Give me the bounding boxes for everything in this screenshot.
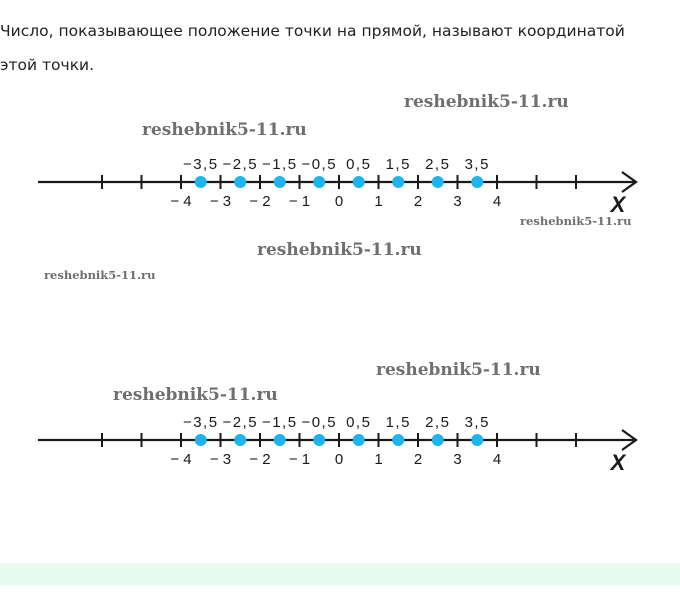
point-label: −0,5 bbox=[301, 414, 338, 431]
point-label: −1,5 bbox=[261, 414, 298, 431]
number-line-figure-1 bbox=[0, 90, 680, 230]
watermark: reshebnik5-11.ru bbox=[113, 385, 278, 405]
point-marker bbox=[234, 434, 246, 446]
point-label: 0,5 bbox=[346, 156, 372, 173]
point-marker bbox=[353, 176, 365, 188]
number-line-svg bbox=[0, 90, 680, 230]
point-marker bbox=[471, 176, 483, 188]
point-label: 1,5 bbox=[385, 156, 411, 173]
point-marker bbox=[313, 434, 325, 446]
watermark: reshebnik5-11.ru bbox=[520, 214, 632, 228]
point-marker bbox=[195, 176, 207, 188]
axis-letter: X bbox=[610, 192, 626, 217]
point-marker bbox=[471, 434, 483, 446]
point-label: −2,5 bbox=[222, 414, 259, 431]
point-label: 3,5 bbox=[464, 414, 490, 431]
point-label: 0,5 bbox=[346, 414, 372, 431]
point-marker bbox=[274, 176, 286, 188]
point-label: −3,5 bbox=[182, 156, 219, 173]
point-marker bbox=[234, 176, 246, 188]
paragraph bbox=[0, 14, 670, 82]
point-label: −3,5 bbox=[182, 414, 219, 431]
point-label: 2,5 bbox=[425, 156, 451, 173]
tick-label: − 2 bbox=[249, 451, 271, 468]
point-label: 1,5 bbox=[385, 414, 411, 431]
point-label: 2,5 bbox=[425, 414, 451, 431]
tick-label: − 3 bbox=[209, 193, 232, 210]
tick-label: 0 bbox=[334, 451, 344, 468]
tick-label: 1 bbox=[374, 193, 383, 210]
point-label: −0,5 bbox=[301, 156, 338, 173]
tick-label: − 1 bbox=[288, 451, 311, 468]
point-label: 3,5 bbox=[464, 156, 490, 173]
point-label: −2,5 bbox=[222, 156, 259, 173]
point-marker bbox=[274, 434, 286, 446]
tick-label: 3 bbox=[453, 451, 462, 468]
tick-label: 0 bbox=[334, 193, 344, 210]
tick-label: 3 bbox=[453, 193, 462, 210]
tick-label: − 2 bbox=[249, 193, 271, 210]
tick-label: − 4 bbox=[170, 193, 192, 210]
tick-label: 4 bbox=[492, 193, 502, 210]
watermark: reshebnik5-11.ru bbox=[44, 268, 156, 282]
tick-label: 2 bbox=[413, 193, 423, 210]
point-marker bbox=[195, 434, 207, 446]
tick-label: 1 bbox=[374, 451, 383, 468]
watermark: reshebnik5-11.ru bbox=[376, 360, 541, 380]
paragraph-line-1: Число, показывающее положение точки на прямой, называют координатой bbox=[0, 22, 625, 40]
tick-label: − 3 bbox=[209, 451, 232, 468]
paragraph-line-2: этой точки. bbox=[0, 56, 95, 74]
footer-bar bbox=[0, 563, 680, 585]
point-label: −1,5 bbox=[261, 156, 298, 173]
number-line-svg bbox=[0, 348, 680, 488]
number-line-figure-2 bbox=[0, 348, 680, 488]
tick-label: 2 bbox=[413, 451, 423, 468]
watermark: reshebnik5-11.ru bbox=[404, 92, 569, 112]
point-marker bbox=[392, 176, 404, 188]
point-marker bbox=[432, 434, 444, 446]
tick-label: − 1 bbox=[288, 193, 311, 210]
point-marker bbox=[432, 176, 444, 188]
axis-letter: X bbox=[610, 450, 626, 475]
point-marker bbox=[313, 176, 325, 188]
tick-label: 4 bbox=[492, 451, 502, 468]
tick-label: − 4 bbox=[170, 451, 192, 468]
watermark: reshebnik5-11.ru bbox=[142, 120, 307, 140]
point-marker bbox=[392, 434, 404, 446]
point-marker bbox=[353, 434, 365, 446]
watermark: reshebnik5-11.ru bbox=[257, 240, 422, 260]
